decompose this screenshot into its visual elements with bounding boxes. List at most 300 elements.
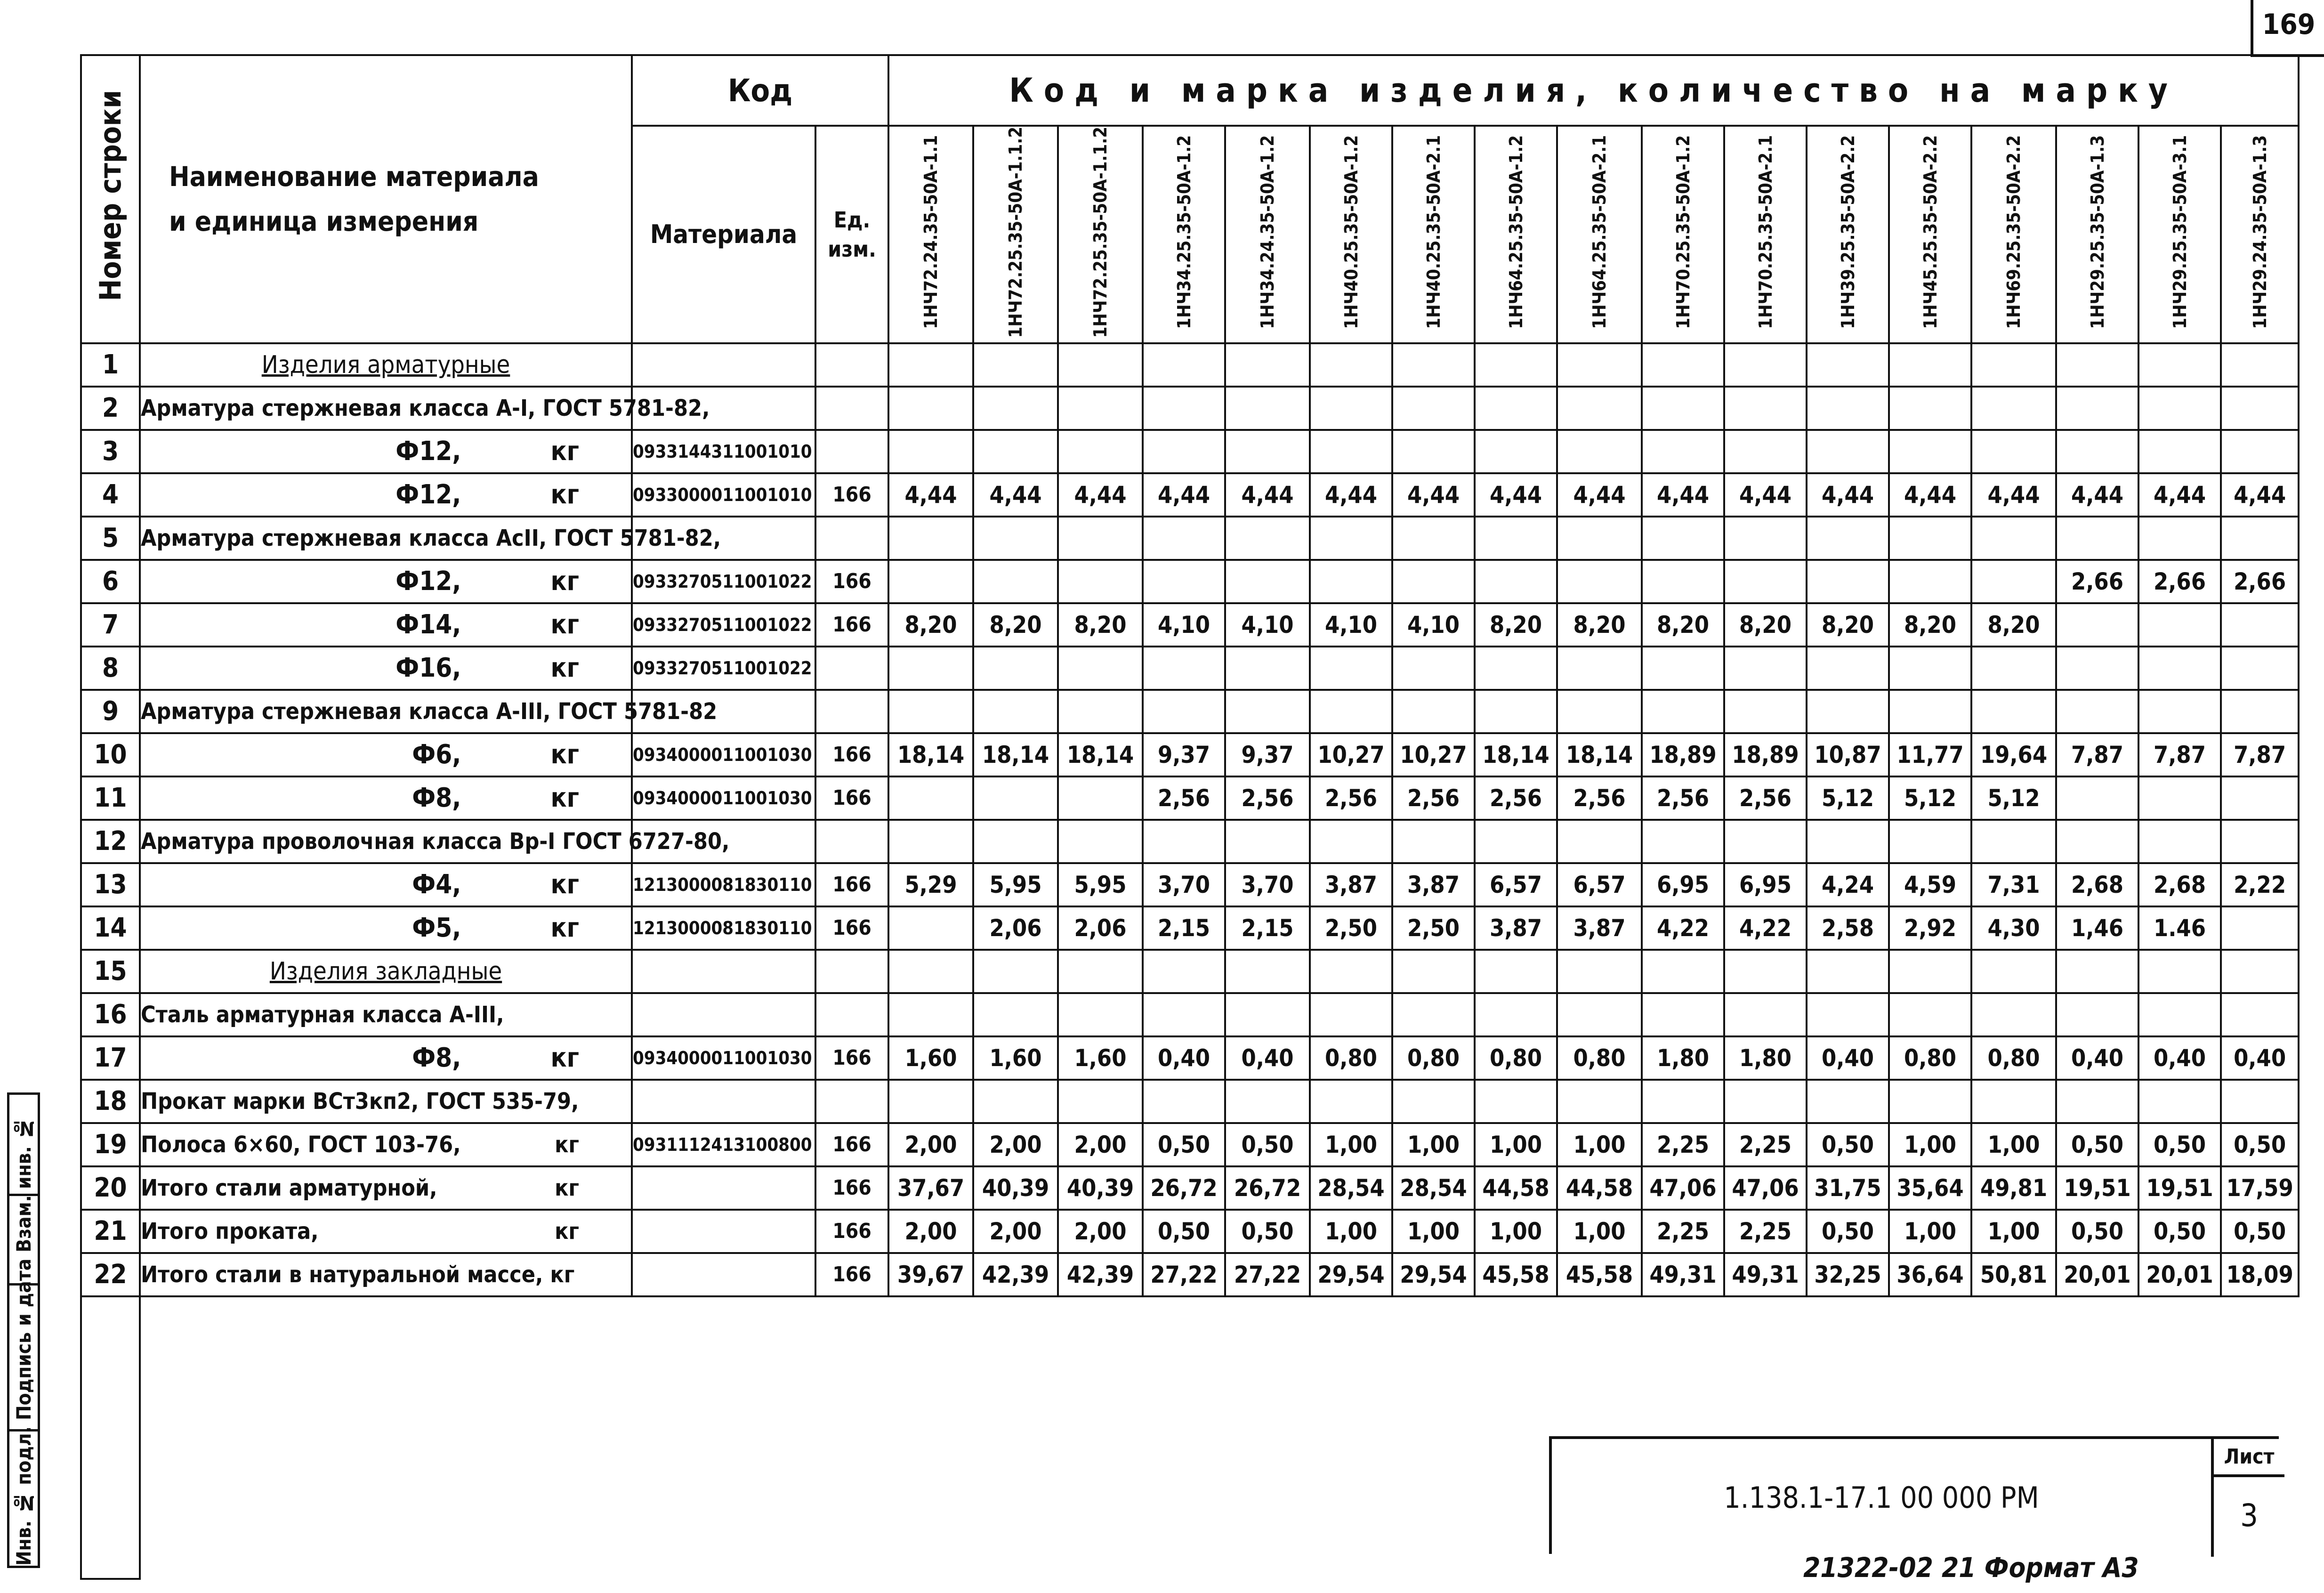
quantity-cell: 4,44	[1889, 473, 1971, 517]
quantity-cell	[2221, 387, 2299, 430]
quantity-cell	[1889, 950, 1971, 993]
row-number: 15	[81, 950, 140, 993]
quantity-cell	[1058, 993, 1143, 1036]
unit-code: 166	[815, 1036, 888, 1080]
quantity-cell	[888, 690, 973, 733]
row-number: 18	[81, 1080, 140, 1123]
product-column-header	[1889, 126, 1971, 343]
quantity-cell: 6,57	[1557, 863, 1642, 906]
quantity-cell	[1392, 647, 1475, 690]
quantity-cell	[1058, 343, 1143, 387]
quantity-cell: 1,60	[1058, 1036, 1143, 1080]
quantity-cell: 8,20	[1642, 603, 1724, 647]
quantity-cell: 4,44	[1058, 473, 1143, 517]
quantity-cell: 4,10	[1392, 603, 1475, 647]
quantity-cell: 44,58	[1475, 1166, 1557, 1210]
quantity-cell	[1058, 820, 1143, 863]
group-name: Арматура стержневая класса А-I, ГОСТ 5781-82,	[140, 387, 632, 430]
quantity-cell: 2,56	[1475, 776, 1557, 820]
quantity-cell	[1971, 950, 2056, 993]
item-diameter: Ф8,	[412, 1043, 461, 1073]
quantity-cell	[1724, 993, 1807, 1036]
quantity-cell	[1310, 560, 1392, 603]
quantity-cell: 1,00	[1475, 1123, 1557, 1166]
quantity-cell	[888, 343, 973, 387]
product-code: 1НЧ29.25.35-50А-3.1	[2169, 135, 2190, 330]
quantity-cell	[1971, 387, 2056, 430]
item-unit: кг	[550, 783, 579, 813]
quantity-cell: 1,80	[1642, 1036, 1724, 1080]
unit-header-line2: изм.	[828, 236, 876, 262]
quantity-cell	[1971, 430, 2056, 473]
product-code: 1НЧ40.25.35-50А-2.1	[1423, 135, 1444, 330]
quantity-cell: 36,64	[1889, 1253, 1971, 1296]
group-name: Арматура стержневая класса А-III, ГОСТ 5781-82	[140, 690, 632, 733]
product-code-header: Код и марка изделия, количество на марку	[888, 55, 2299, 126]
quantity-cell: 4,44	[2056, 473, 2138, 517]
quantity-cell: 19,64	[1971, 733, 2056, 776]
quantity-cell	[1807, 343, 1889, 387]
quantity-cell	[1724, 1080, 1807, 1123]
product-column-header	[1310, 126, 1392, 343]
item-name	[140, 906, 632, 950]
quantity-cell	[888, 950, 973, 993]
quantity-cell: 2,50	[1392, 906, 1475, 950]
quantity-cell	[2056, 690, 2138, 733]
quantity-cell	[1225, 647, 1310, 690]
quantity-cell	[1642, 690, 1724, 733]
quantity-cell	[1225, 343, 1310, 387]
unit-code: 166	[815, 863, 888, 906]
quantity-cell	[973, 430, 1058, 473]
product-code: 1НЧ29.25.35-50А-1.3	[2087, 135, 2108, 330]
quantity-cell	[1058, 517, 1143, 560]
material-code: 0933270511001022	[632, 603, 815, 647]
item-name-wrap	[141, 479, 631, 510]
group-name-wrap	[141, 1175, 631, 1201]
quantity-cell	[1392, 690, 1475, 733]
product-code: 1НЧ70.25.35-50А-1.2	[1672, 135, 1694, 330]
item-name	[140, 733, 632, 776]
quantity-cell: 1,00	[1889, 1123, 1971, 1166]
quantity-cell	[2138, 776, 2221, 820]
material-code	[632, 1210, 815, 1253]
item-name	[140, 430, 632, 473]
quantity-cell	[1889, 647, 1971, 690]
quantity-cell	[1971, 343, 2056, 387]
quantity-cell	[1557, 1080, 1642, 1123]
quantity-cell: 8,20	[1058, 603, 1143, 647]
table-row	[81, 1123, 2299, 1166]
quantity-cell: 0,80	[1557, 1036, 1642, 1080]
table-row	[81, 603, 2299, 647]
quantity-cell	[2056, 1080, 2138, 1123]
quantity-cell: 20,01	[2056, 1253, 2138, 1296]
quantity-cell: 37,67	[888, 1166, 973, 1210]
quantity-cell: 0,50	[1807, 1123, 1889, 1166]
quantity-cell	[2221, 603, 2299, 647]
quantity-cell: 2,56	[1310, 776, 1392, 820]
item-name	[140, 863, 632, 906]
item-name	[140, 560, 632, 603]
quantity-cell: 1,00	[1889, 1210, 1971, 1253]
quantity-cell	[973, 776, 1058, 820]
group-name: Итого стали в натуральной массе, кг	[140, 1253, 632, 1296]
item-name	[140, 473, 632, 517]
quantity-cell	[1392, 343, 1475, 387]
quantity-cell	[1392, 517, 1475, 560]
quantity-cell: 1,00	[1475, 1210, 1557, 1253]
row-number-header	[81, 55, 140, 343]
quantity-cell: 2,00	[888, 1210, 973, 1253]
material-code: 0933270511001022	[632, 560, 815, 603]
quantity-cell	[1807, 1080, 1889, 1123]
quantity-cell	[1058, 430, 1143, 473]
quantity-cell	[1058, 387, 1143, 430]
quantity-cell	[1557, 343, 1642, 387]
row-number: 1	[81, 343, 140, 387]
product-code: 1НЧ45.25.35-50А-2.2	[1920, 135, 1941, 330]
material-name-header-line1: Наименование материала	[169, 160, 539, 193]
material-code	[632, 950, 815, 993]
quantity-cell	[1225, 430, 1310, 473]
item-diameter: Ф12,	[395, 436, 461, 467]
quantity-cell	[1642, 387, 1724, 430]
material-code	[632, 993, 815, 1036]
quantity-cell	[1310, 690, 1392, 733]
quantity-cell: 6,95	[1642, 863, 1724, 906]
quantity-cell: 0,40	[2221, 1036, 2299, 1080]
document-code: 1.138.1-17.1 00 000 РМ	[1724, 1480, 2039, 1515]
group-name	[140, 1123, 632, 1166]
quantity-cell: 6,95	[1724, 863, 1807, 906]
quantity-cell: 18,09	[2221, 1253, 2299, 1296]
table-row	[81, 1080, 2299, 1123]
quantity-cell: 2,68	[2056, 863, 2138, 906]
quantity-cell: 18,14	[888, 733, 973, 776]
quantity-cell	[1642, 560, 1724, 603]
quantity-cell: 9,37	[1143, 733, 1225, 776]
quantity-cell: 4,44	[888, 473, 973, 517]
unit-code	[815, 430, 888, 473]
quantity-cell: 0,40	[2138, 1036, 2221, 1080]
product-column-header	[1971, 126, 2056, 343]
product-column-header	[1807, 126, 1889, 343]
quantity-cell: 1,80	[1724, 1036, 1807, 1080]
quantity-cell: 2,15	[1225, 906, 1310, 950]
material-code: 0933000011001010	[632, 473, 815, 517]
quantity-cell	[1392, 430, 1475, 473]
quantity-cell: 4,44	[2138, 473, 2221, 517]
quantity-cell	[1143, 560, 1225, 603]
quantity-cell: 35,64	[1889, 1166, 1971, 1210]
quantity-cell	[973, 993, 1058, 1036]
quantity-cell	[1557, 517, 1642, 560]
row-number: 10	[81, 733, 140, 776]
quantity-cell: 2,56	[1642, 776, 1724, 820]
quantity-cell	[1807, 993, 1889, 1036]
quantity-cell: 1,00	[1557, 1123, 1642, 1166]
quantity-cell: 44,58	[1557, 1166, 1642, 1210]
unit-code: 166	[815, 1123, 888, 1166]
product-column-header	[1058, 126, 1143, 343]
quantity-cell: 4,44	[1807, 473, 1889, 517]
quantity-cell: 2,00	[1058, 1210, 1143, 1253]
quantity-cell	[1310, 820, 1392, 863]
item-name	[140, 647, 632, 690]
quantity-cell	[1475, 560, 1557, 603]
quantity-cell: 7,31	[1971, 863, 2056, 906]
quantity-cell	[1058, 690, 1143, 733]
quantity-cell	[1889, 993, 1971, 1036]
product-column-header	[1143, 126, 1225, 343]
quantity-cell	[1475, 387, 1557, 430]
quantity-cell: 18,14	[973, 733, 1058, 776]
quantity-cell	[1557, 993, 1642, 1036]
quantity-cell	[2221, 1080, 2299, 1123]
quantity-cell	[1392, 387, 1475, 430]
quantity-cell	[2056, 776, 2138, 820]
quantity-cell: 18,89	[1724, 733, 1807, 776]
product-code: 1НЧ34.24.35-50А-1.2	[1257, 135, 1278, 330]
quantity-cell: 0,50	[1143, 1123, 1225, 1166]
quantity-cell	[2221, 343, 2299, 387]
quantity-cell	[2138, 603, 2221, 647]
quantity-cell	[973, 690, 1058, 733]
quantity-cell	[1143, 820, 1225, 863]
sheet-box	[2211, 1439, 2284, 1557]
quantity-cell	[1889, 387, 1971, 430]
quantity-cell	[973, 560, 1058, 603]
unit-code	[815, 647, 888, 690]
material-code: 0933144311001010	[632, 430, 815, 473]
quantity-cell: 4,22	[1724, 906, 1807, 950]
quantity-cell: 3,87	[1475, 906, 1557, 950]
quantity-cell: 18,89	[1642, 733, 1724, 776]
table-row	[81, 820, 2299, 863]
quantity-cell	[888, 1080, 973, 1123]
quantity-cell: 1,00	[1310, 1123, 1392, 1166]
table-row	[81, 430, 2299, 473]
row-number: 8	[81, 647, 140, 690]
quantity-cell	[2221, 993, 2299, 1036]
quantity-cell	[1557, 387, 1642, 430]
product-column-header	[1557, 126, 1642, 343]
quantity-cell	[2056, 343, 2138, 387]
product-column-header	[1392, 126, 1475, 343]
group-name-text: Полоса 6×60, ГОСТ 103-76,	[141, 1131, 461, 1158]
product-code: 1НЧ34.25.35-50А-1.2	[1173, 135, 1194, 330]
product-code: 1НЧ72.25.35-50А-1.1.2	[1090, 127, 1111, 338]
quantity-cell	[1807, 647, 1889, 690]
quantity-cell: 7,87	[2056, 733, 2138, 776]
quantity-cell: 0,50	[1807, 1210, 1889, 1253]
row-number: 7	[81, 603, 140, 647]
item-name-wrap	[141, 436, 631, 467]
item-unit: кг	[550, 1043, 579, 1073]
unit-code: 166	[815, 1210, 888, 1253]
quantity-cell: 2,00	[1058, 1123, 1143, 1166]
unit-header-line1: Ед.	[833, 207, 871, 233]
quantity-cell: 49,81	[1971, 1166, 2056, 1210]
quantity-cell: 0,50	[1225, 1210, 1310, 1253]
quantity-cell	[2056, 993, 2138, 1036]
quantity-cell: 8,20	[1557, 603, 1642, 647]
quantity-cell	[2221, 517, 2299, 560]
quantity-cell: 3,87	[1557, 906, 1642, 950]
quantity-cell	[973, 820, 1058, 863]
quantity-cell	[1724, 690, 1807, 733]
group-name: Арматура проволочная класса Вр-I ГОСТ 6727-80,	[140, 820, 632, 863]
material-code: 0933270511001022	[632, 647, 815, 690]
quantity-cell: 1.46	[2138, 906, 2221, 950]
quantity-cell: 0,50	[2221, 1210, 2299, 1253]
quantity-cell	[1143, 950, 1225, 993]
quantity-cell: 2,66	[2221, 560, 2299, 603]
quantity-cell: 28,54	[1310, 1166, 1392, 1210]
quantity-cell: 3,87	[1392, 863, 1475, 906]
quantity-cell: 2,25	[1642, 1210, 1724, 1253]
group-unit: кг	[555, 1131, 579, 1158]
row-number: 13	[81, 863, 140, 906]
quantity-cell	[1807, 430, 1889, 473]
quantity-cell: 17,59	[2221, 1166, 2299, 1210]
section-title: Изделия арматурные	[140, 343, 632, 387]
quantity-cell	[888, 430, 973, 473]
table-row	[81, 733, 2299, 776]
item-diameter: Ф12,	[395, 566, 461, 597]
quantity-cell: 2,56	[1143, 776, 1225, 820]
quantity-cell	[2056, 603, 2138, 647]
quantity-cell: 1,60	[973, 1036, 1058, 1080]
quantity-cell: 1,00	[1971, 1123, 2056, 1166]
quantity-cell	[1143, 430, 1225, 473]
quantity-cell	[1724, 560, 1807, 603]
material-name-header-line2: и единица измерения	[169, 205, 479, 237]
product-code: 1НЧ39.25.35-50А-2.2	[1837, 135, 1858, 330]
quantity-cell	[1475, 690, 1557, 733]
quantity-cell: 0,40	[1807, 1036, 1889, 1080]
quantity-cell	[1724, 647, 1807, 690]
quantity-cell	[2138, 993, 2221, 1036]
item-diameter: Ф8,	[412, 783, 461, 813]
unit-code	[815, 387, 888, 430]
quantity-cell: 8,20	[1724, 603, 1807, 647]
row-number: 11	[81, 776, 140, 820]
quantity-cell: 5,29	[888, 863, 973, 906]
row-number: 4	[81, 473, 140, 517]
quantity-cell	[2056, 647, 2138, 690]
quantity-cell: 5,95	[1058, 863, 1143, 906]
quantity-cell: 4,44	[1642, 473, 1724, 517]
quantity-cell: 4,44	[1225, 473, 1310, 517]
material-code: 0934000011001030	[632, 1036, 815, 1080]
material-code	[632, 1166, 815, 1210]
quantity-cell: 2,56	[1724, 776, 1807, 820]
unit-code: 166	[815, 776, 888, 820]
quantity-cell: 28,54	[1392, 1166, 1475, 1210]
quantity-cell: 2,00	[888, 1123, 973, 1166]
quantity-cell: 2,25	[1724, 1210, 1807, 1253]
group-name-wrap	[141, 1132, 631, 1158]
quantity-cell: 1,46	[2056, 906, 2138, 950]
quantity-cell: 4,22	[1642, 906, 1724, 950]
item-diameter: Ф4,	[412, 869, 461, 900]
quantity-cell: 32,25	[1807, 1253, 1889, 1296]
quantity-cell: 10,87	[1807, 733, 1889, 776]
quantity-cell	[1642, 343, 1724, 387]
material-code: 0931112413100800	[632, 1123, 815, 1166]
quantity-cell: 40,39	[1058, 1166, 1143, 1210]
quantity-cell	[1557, 560, 1642, 603]
row-number: 9	[81, 690, 140, 733]
quantity-cell	[1225, 560, 1310, 603]
item-name-wrap	[141, 653, 631, 683]
quantity-cell: 2,56	[1557, 776, 1642, 820]
item-unit: кг	[550, 609, 579, 640]
quantity-cell: 0,50	[1143, 1210, 1225, 1253]
material-code	[632, 1080, 815, 1123]
quantity-cell: 4,10	[1143, 603, 1225, 647]
item-name-wrap	[141, 609, 631, 640]
quantity-cell	[1058, 776, 1143, 820]
table-row	[81, 863, 2299, 906]
table-row	[81, 1036, 2299, 1080]
quantity-cell	[1310, 1080, 1392, 1123]
row-number: 5	[81, 517, 140, 560]
quantity-cell: 2,58	[1807, 906, 1889, 950]
table-row	[81, 950, 2299, 993]
quantity-cell	[1392, 820, 1475, 863]
item-diameter: Ф12,	[395, 479, 461, 510]
row-number: 14	[81, 906, 140, 950]
product-code: 1НЧ70.25.35-50А-2.1	[1755, 135, 1776, 330]
quantity-cell	[1475, 343, 1557, 387]
quantity-cell	[973, 1080, 1058, 1123]
quantity-cell: 1,00	[1557, 1210, 1642, 1253]
row-number: 12	[81, 820, 140, 863]
material-code: 0934000011001030	[632, 733, 815, 776]
quantity-cell	[1143, 993, 1225, 1036]
quantity-cell	[1392, 1080, 1475, 1123]
item-diameter: Ф5,	[412, 913, 461, 943]
item-name-wrap	[141, 1043, 631, 1073]
quantity-cell	[1724, 517, 1807, 560]
quantity-cell: 4,44	[2221, 473, 2299, 517]
quantity-cell: 0,80	[1971, 1036, 2056, 1080]
unit-code: 166	[815, 560, 888, 603]
quantity-cell	[1475, 993, 1557, 1036]
quantity-cell: 9,37	[1225, 733, 1310, 776]
material-code: 1213000081830110	[632, 906, 815, 950]
quantity-cell: 4,10	[1310, 603, 1392, 647]
item-unit: кг	[550, 436, 579, 467]
item-name	[140, 603, 632, 647]
quantity-cell: 8,20	[1889, 603, 1971, 647]
quantity-cell: 7,87	[2138, 733, 2221, 776]
quantity-cell	[2138, 517, 2221, 560]
quantity-cell: 18,14	[1058, 733, 1143, 776]
quantity-cell	[1889, 1080, 1971, 1123]
quantity-cell: 5,12	[1807, 776, 1889, 820]
quantity-cell	[2221, 776, 2299, 820]
quantity-cell: 3,70	[1225, 863, 1310, 906]
quantity-cell: 0,50	[2056, 1210, 2138, 1253]
quantity-cell: 4,44	[1392, 473, 1475, 517]
unit-code: 166	[815, 473, 888, 517]
quantity-cell	[1310, 387, 1392, 430]
material-code: 1213000081830110	[632, 863, 815, 906]
